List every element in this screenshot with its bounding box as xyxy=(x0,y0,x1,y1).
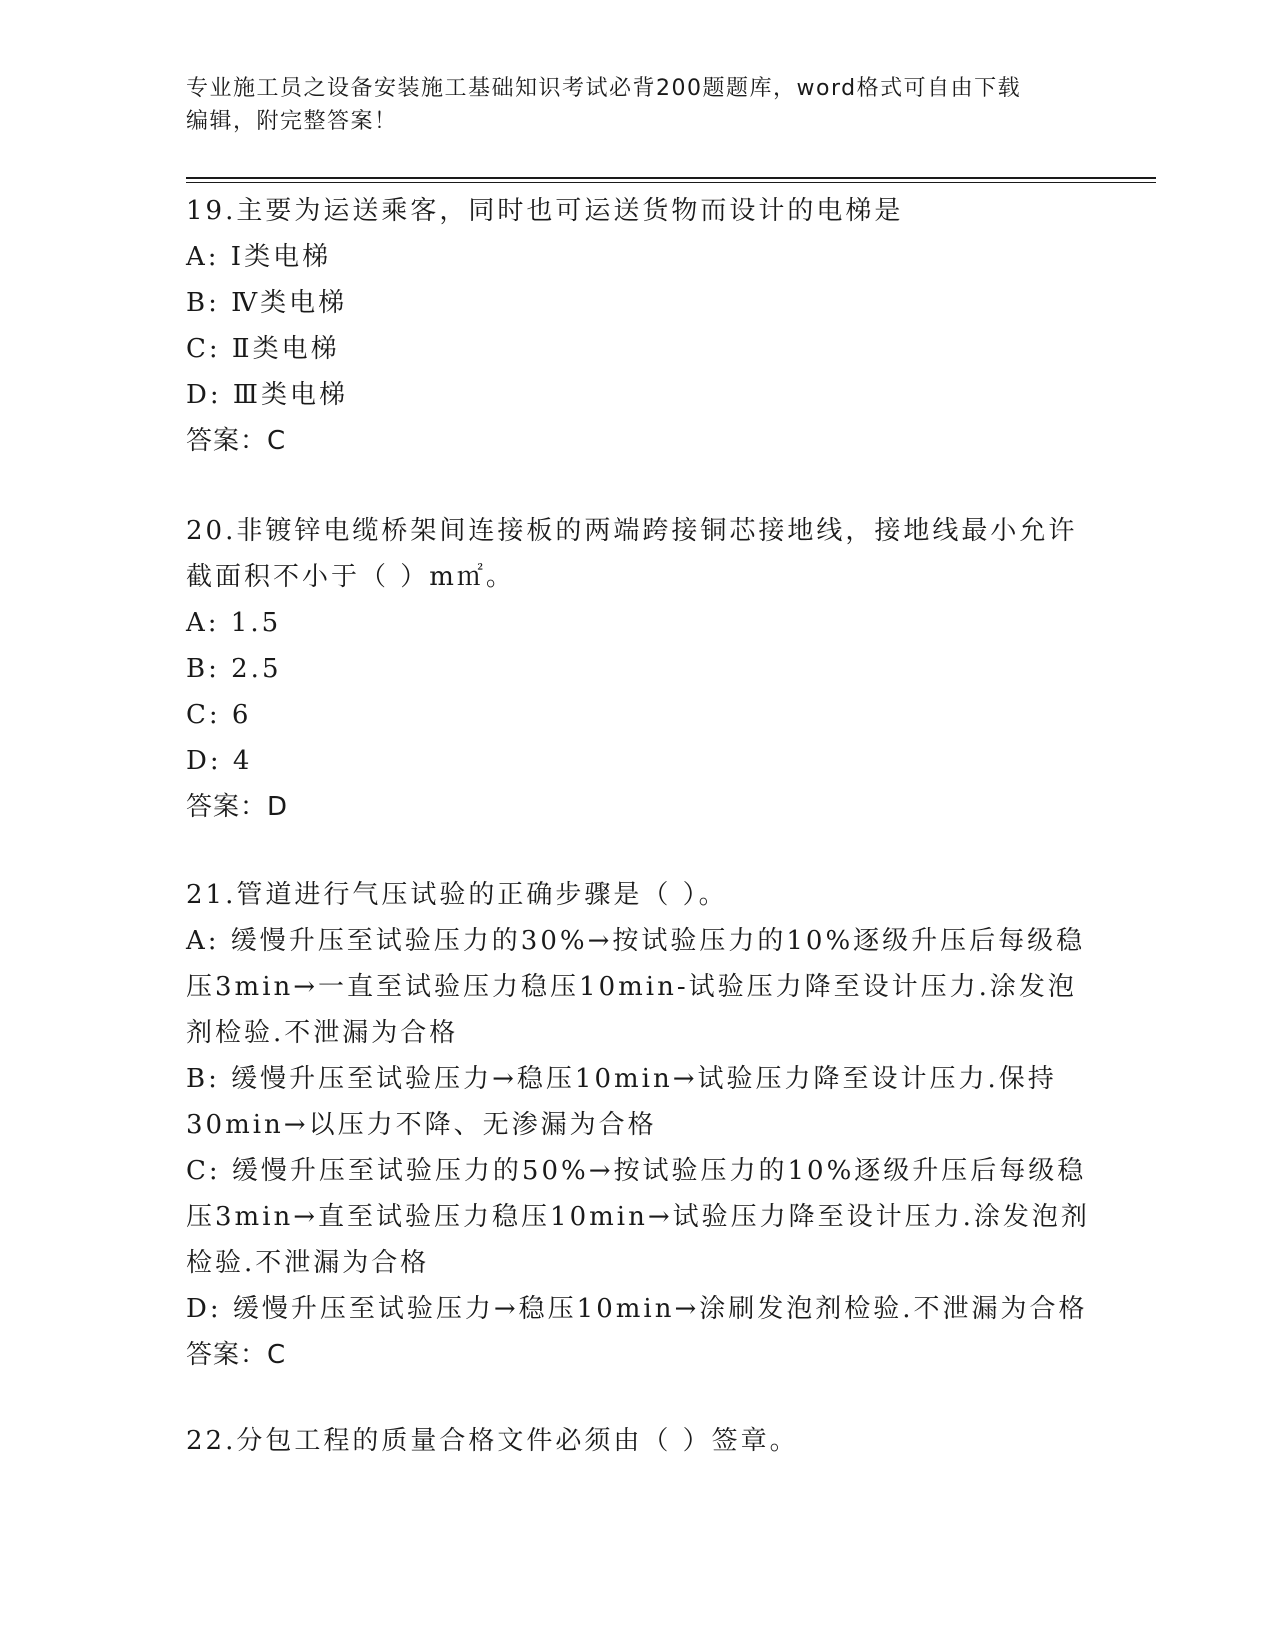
header-title-line-1: 专业施工员之设备安装施工基础知识考试必背200题题库，word格式可自由下载 xyxy=(186,76,1022,101)
question-20 xyxy=(186,508,1086,830)
option-c: C: 6 xyxy=(186,700,252,730)
question-stem: 20.非镀锌电缆桥架间连接板的两端跨接铜芯接地线，接地线最小允许 xyxy=(186,516,1078,546)
header-divider-thin xyxy=(186,182,1156,183)
option-c-cont: 检验.不泄漏为合格 xyxy=(186,1248,430,1278)
option-a: A: 缓慢升压至试验压力的30%→按试验压力的10%逐级升压后每级稳 xyxy=(186,926,1086,956)
question-stem: 19.主要为运送乘客，同时也可运送货物而设计的电梯是 xyxy=(186,196,904,226)
option-a-cont: 压3min→一直至试验压力稳压10min-试验压力降至设计压力.涂发泡 xyxy=(186,972,1077,1002)
header-divider-thick xyxy=(186,177,1156,179)
question-22 xyxy=(186,1418,1086,1464)
option-b-cont: 30min→以压力不降、无渗漏为合格 xyxy=(186,1110,657,1140)
answer-line: 答案：C xyxy=(186,1340,287,1370)
question-stem: 22.分包工程的质量合格文件必须由（ ）签章。 xyxy=(186,1426,799,1456)
question-stem: 21.管道进行气压试验的正确步骤是（ ）。 xyxy=(186,880,728,910)
option-c: C: Ⅱ类电梯 xyxy=(186,334,340,364)
answer-line: 答案：C xyxy=(186,426,287,456)
option-b: B: Ⅳ类电梯 xyxy=(186,288,348,318)
question-19 xyxy=(186,188,1086,464)
option-a: A: Ⅰ类电梯 xyxy=(186,242,332,272)
option-d: D: Ⅲ类电梯 xyxy=(186,380,348,410)
option-c: C: 缓慢升压至试验压力的50%→按试验压力的10%逐级升压后每级稳 xyxy=(186,1156,1087,1186)
question-stem-cont: 截面积不小于（ ）m㎡。 xyxy=(186,562,515,592)
option-d: D: 缓慢升压至试验压力→稳压10min→涂刷发泡剂检验.不泄漏为合格 xyxy=(186,1294,1088,1324)
option-b: B: 缓慢升压至试验压力→稳压10min→试验压力降至设计压力.保持 xyxy=(186,1064,1057,1094)
option-b: B: 2.5 xyxy=(186,654,282,684)
option-d: D: 4 xyxy=(186,746,253,776)
option-c-cont: 压3min→直至试验压力稳压10min→试验压力降至设计压力.涂发泡剂 xyxy=(186,1202,1090,1232)
header-title-line-2: 编辑，附完整答案！ xyxy=(186,109,398,134)
answer-line: 答案：D xyxy=(186,792,289,822)
option-a-cont: 剂检验.不泄漏为合格 xyxy=(186,1018,459,1048)
document-header xyxy=(186,72,1066,138)
question-21 xyxy=(186,872,1090,1378)
option-a: A: 1.5 xyxy=(186,608,282,638)
